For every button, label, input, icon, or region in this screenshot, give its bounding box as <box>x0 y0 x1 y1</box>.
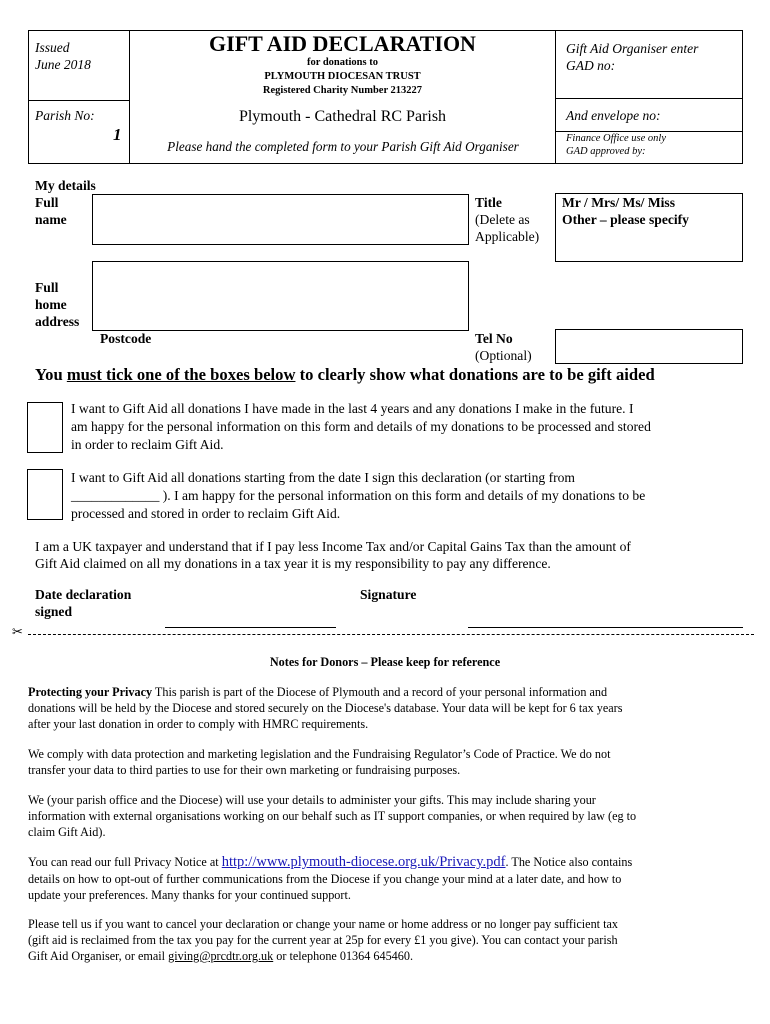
envelope-label: And envelope no: <box>566 108 661 123</box>
title-hint-1: (Delete as <box>475 212 530 227</box>
postcode-label: Postcode <box>100 331 152 346</box>
option-2-text-1: I want to Gift Aid all donations starting from the date I sign this declaration (or starting from <box>71 470 575 485</box>
notice-suffix: . The Notice also contains <box>505 855 633 869</box>
contact-email-link[interactable]: giving@prcdtr.org.uk <box>168 949 274 963</box>
privacy-notice-link[interactable]: http://www.plymouth-diocese.org.uk/Privacy.pdf <box>221 854 506 870</box>
scissors-icon: ✂ <box>12 625 23 640</box>
gad-label-1: Gift Aid Organiser enter <box>566 41 699 56</box>
cancel-line-2: (gift aid is reclaimed from the tax you pay for the current year at 25p for every £1 you give). You can contact your parish <box>28 933 618 947</box>
notice-line-1 <box>28 854 632 870</box>
privacy-line-1-text: This parish is part of the Diocese of Plymouth and a record of your personal information and <box>152 685 608 699</box>
option-1-text-3: in order to reclaim Gift Aid. <box>71 437 224 452</box>
option-1-text-1: I want to Gift Aid all donations I have made in the last 4 years and any donations I make in the future. I <box>71 401 634 416</box>
cancel-line-3 <box>28 948 413 964</box>
privacy-line-2: donations will be held by the Diocese and stored securely on the Diocese's database. Your data will be kept for 6 tax years <box>28 701 623 715</box>
header-divider-right-row2 <box>555 131 743 132</box>
issued-date: June 2018 <box>35 57 91 72</box>
taxpayer-statement-2: Gift Aid claimed on all my donations in a tax year it is my responsibility to pay any difference. <box>35 556 551 571</box>
parish-name: Plymouth - Cathedral RC Parish <box>238 108 447 125</box>
header-divider-left <box>129 30 130 164</box>
parish-no-value: 1 <box>113 125 122 144</box>
header-divider-right-row <box>555 98 743 99</box>
finance-office-note: Finance Office use only <box>566 133 667 144</box>
tick-instruction-emphasis: must tick one of the boxes below <box>66 365 296 384</box>
full-name-label-2: name <box>35 212 67 227</box>
use-line-3: claim Gift Aid). <box>28 825 106 839</box>
gad-approved-label: GAD approved by: <box>566 146 646 157</box>
title-options-1: Mr / Mrs/ Ms/ Miss <box>562 195 676 210</box>
my-details-label: My details <box>35 178 96 193</box>
taxpayer-statement-1: I am a UK taxpayer and understand that if I pay less Income Tax and/or Capital Gains Tax than the amount of <box>35 539 631 554</box>
option-2-text-2: _____________ ). I am happy for the personal information on this form and details of my donations to be <box>71 488 646 503</box>
tick-instruction-prefix: You <box>35 365 67 384</box>
full-name-label-1: Full <box>35 195 59 210</box>
tel-field[interactable] <box>555 329 743 364</box>
tel-label: Tel No <box>475 331 513 346</box>
notice-line-3: update your preferences. Many thanks for your continued support. <box>28 888 351 902</box>
address-field[interactable] <box>92 261 469 331</box>
title-hint-2: Applicable) <box>475 229 540 244</box>
cut-line <box>28 634 754 635</box>
cancel-line-3-prefix: Gift Aid Organiser, or email <box>28 949 169 963</box>
option-1-text-2: am happy for the personal information on this form and details of my donations to be processed and stored <box>71 419 651 434</box>
cancel-line-3-suffix: or telephone 01364 645460. <box>273 949 413 963</box>
option-1-checkbox[interactable] <box>27 402 63 453</box>
full-name-field[interactable] <box>92 194 469 245</box>
date-signed-label-2: signed <box>35 604 73 619</box>
issued-label: Issued <box>35 40 70 55</box>
signature-line[interactable] <box>468 627 743 628</box>
privacy-line-3: after your last donation in order to comply with HMRC requirements. <box>28 717 369 731</box>
signature-label: Signature <box>360 587 417 602</box>
use-line-2: information with external organisations working on our behalf such as IT support companies, or when required by law (eg to <box>28 809 637 823</box>
notice-prefix: You can read our full Privacy Notice at <box>28 855 222 869</box>
form-subtitle-3: Registered Charity Number 213227 <box>262 85 423 96</box>
tick-instruction <box>35 365 655 385</box>
date-signed-label-1: Date declaration <box>35 587 132 602</box>
form-subtitle-2: PLYMOUTH DIOCESAN TRUST <box>264 71 421 82</box>
address-label-2: home <box>35 297 67 312</box>
form-title: GIFT AID DECLARATION <box>209 31 476 56</box>
use-line-1: We (your parish office and the Diocese) will use your details to administer your gifts. This may include sharing your <box>28 793 596 807</box>
privacy-heading: Protecting your Privacy <box>28 685 153 699</box>
form-subtitle-1: for donations to <box>307 57 378 68</box>
option-2-checkbox[interactable] <box>27 469 63 520</box>
privacy-line-1 <box>28 684 607 700</box>
comply-line-1: We comply with data protection and marketing legislation and the Fundraising Regulator’s Code of Practice. We do not <box>28 747 611 761</box>
title-label: Title <box>475 195 502 210</box>
parish-no-label: Parish No: <box>35 108 95 123</box>
hand-in-instruction: Please hand the completed form to your Parish Gift Aid Organiser <box>167 139 519 154</box>
option-2-text-3: processed and stored in order to reclaim Gift Aid. <box>71 506 341 521</box>
comply-line-2: transfer your data to third parties to use for their own marketing or fundraising purposes. <box>28 763 461 777</box>
tel-hint: (Optional) <box>475 348 532 363</box>
tick-instruction-suffix: to clearly show what donations are to be gift aided <box>295 365 655 384</box>
gad-label-2: GAD no: <box>566 58 616 73</box>
date-signed-line[interactable] <box>165 627 336 628</box>
cancel-line-1: Please tell us if you want to cancel your declaration or change your name or home address or no longer pay sufficient tax <box>28 917 618 931</box>
address-label-3: address <box>35 314 80 329</box>
header-divider-left-row <box>28 100 129 101</box>
title-options-2: Other – please specify <box>562 212 689 227</box>
address-label-1: Full <box>35 280 59 295</box>
header-divider-right <box>555 30 556 164</box>
notice-line-2: details on how to opt-out of further communications from the Diocese if you change your mind at a later date, and how to <box>28 872 622 886</box>
notes-heading: Notes for Donors – Please keep for reference <box>269 655 501 669</box>
